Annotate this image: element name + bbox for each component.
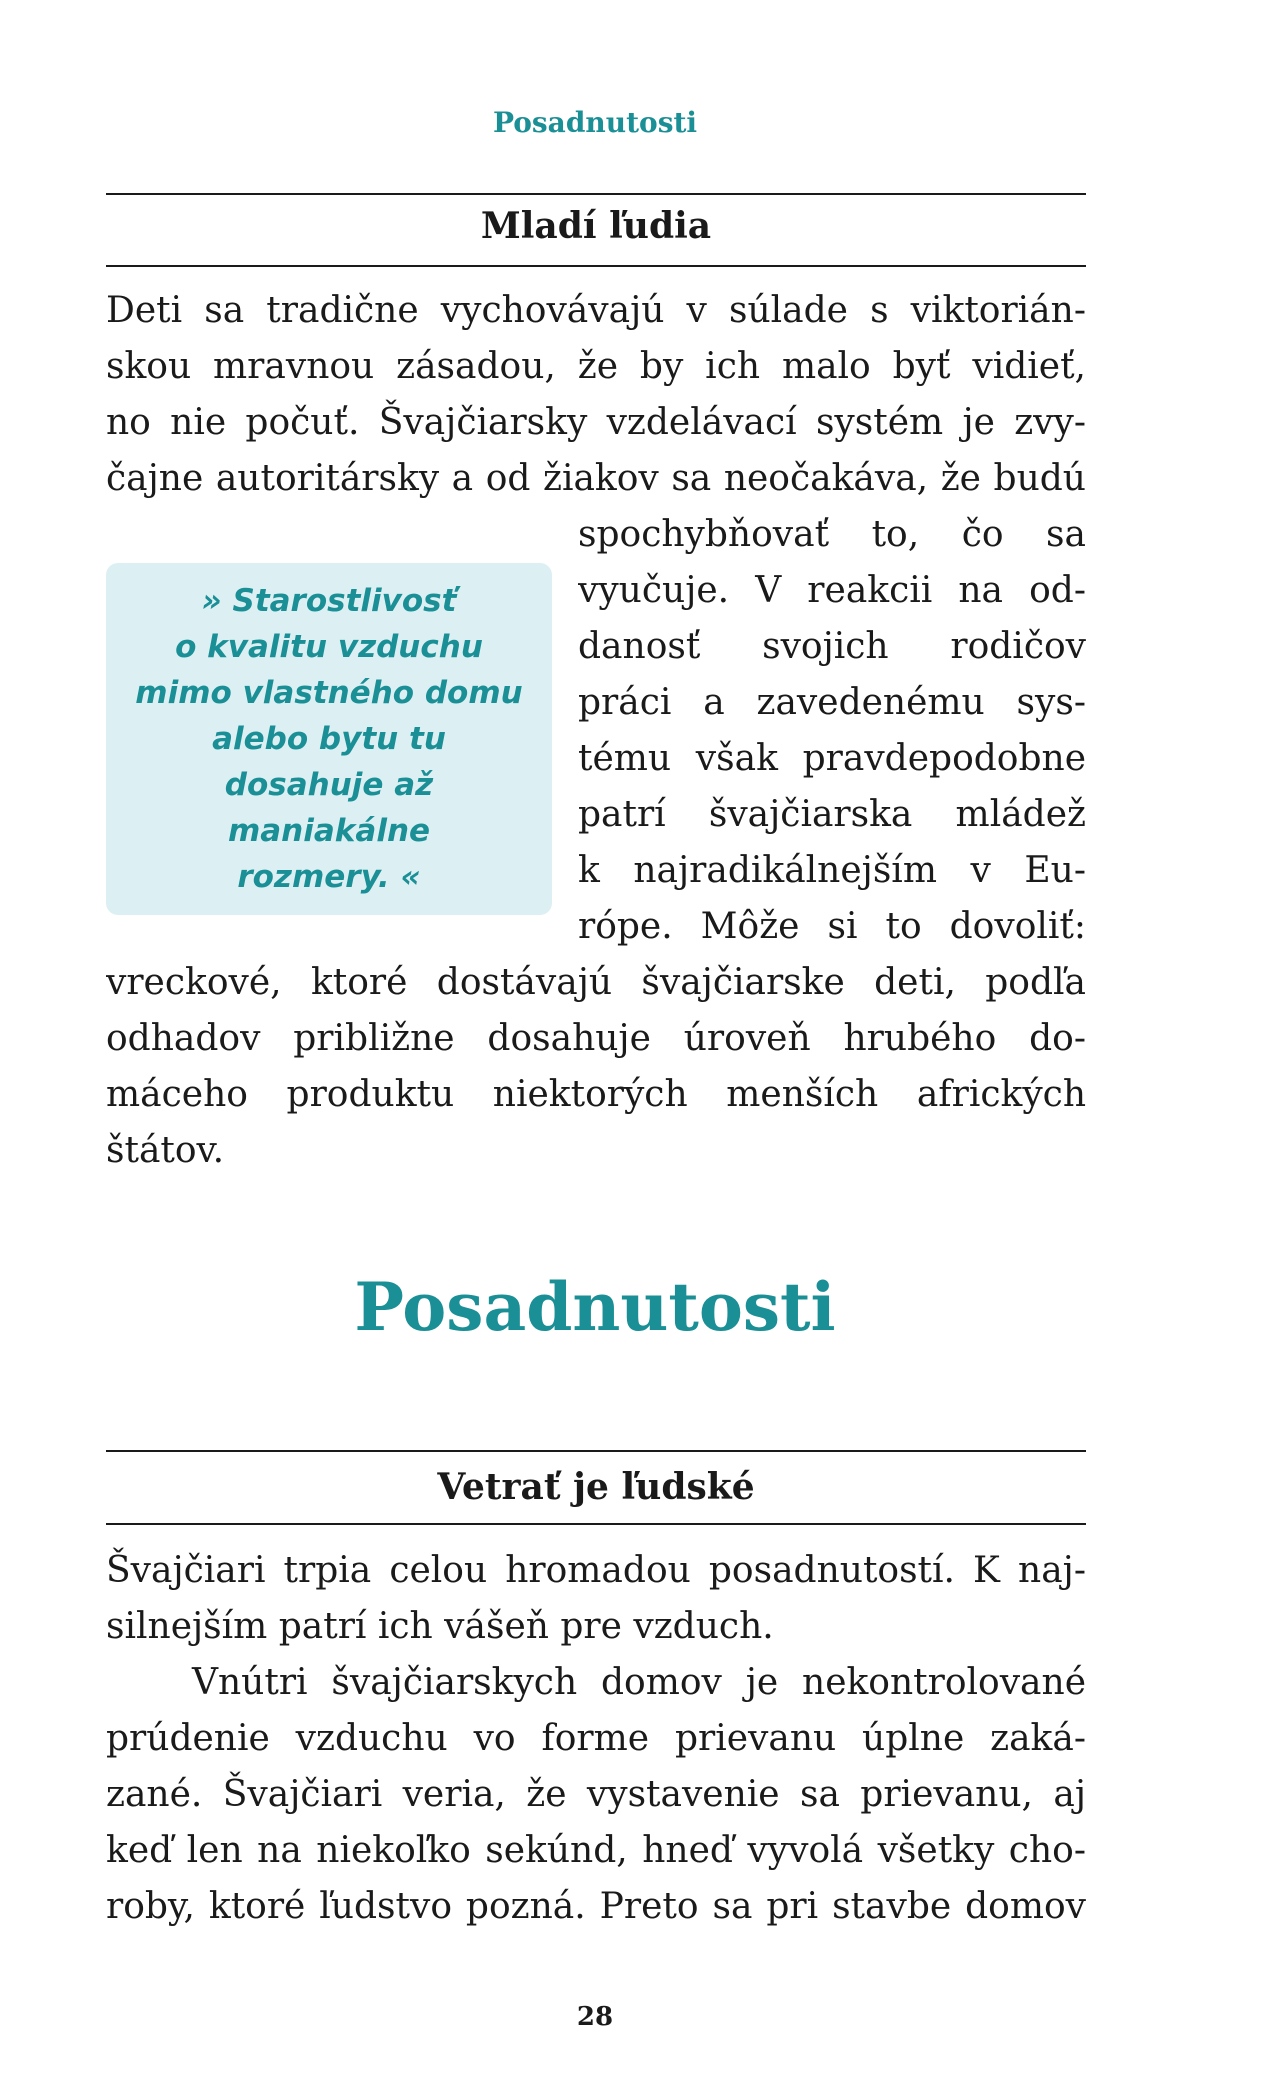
body-line: štátov. [106, 1130, 225, 1171]
body-line: patrí švajčiarska mládež [578, 794, 1086, 835]
body-line: Vnútri švajčiarskych domov je nekontrolované [192, 1662, 1086, 1703]
body-line: rópe. Môže si to dovoliť: [578, 906, 1086, 947]
body-line: tému však pravdepodobne [578, 738, 1086, 779]
page-number: 28 [576, 2002, 614, 2032]
pull-quote-line: alebo bytu tu [212, 721, 446, 757]
body-line: k najradikálnejším v Eu- [578, 850, 1086, 891]
body-line: vyučuje. V reakcii na od- [578, 570, 1086, 611]
body-line: zané. Švajčiari veria, že vystavenie sa prievanu, aj [106, 1774, 1086, 1815]
section-title: Posadnutosti [354, 1268, 836, 1346]
pull-quote-line: » Starostlivosť [201, 583, 457, 619]
body-line: čajne autoritársky a od žiakov sa neočakáva, že budú [106, 458, 1086, 499]
body-line: Deti sa tradične vychovávajú v súlade s viktorián- [106, 290, 1086, 331]
body-line: máceho produktu niektorých menších afrických [106, 1074, 1086, 1115]
box-title-rule [106, 1523, 1086, 1525]
body-line: roby, ktoré ľudstvo pozná. Preto sa pri stavbe domov [106, 1886, 1086, 1927]
box-title-young-people: Mladí ľudia [480, 205, 712, 247]
running-head: Posadnutosti [492, 106, 698, 139]
box-title-rule [106, 265, 1086, 267]
body-line: spochybňovať to, čo sa [578, 514, 1086, 555]
pull-quote-line: rozmery. « [237, 859, 421, 895]
body-line: danosť svojich rodičov [578, 626, 1086, 667]
body-line: odhadov približne dosahuje úroveň hrubého do- [106, 1018, 1086, 1059]
body-line: vreckové, ktoré dostávajú švajčiarske deti, podľa [106, 962, 1086, 1003]
box-title-airing: Vetrať je ľudské [437, 1466, 755, 1508]
body-line: keď len na niekoľko sekúnd, hneď vyvolá všetky cho- [106, 1830, 1086, 1871]
pull-quote-line: mimo vlastného domu [135, 675, 523, 711]
pull-quote-line: maniakálne [227, 813, 431, 849]
body-line: Švajčiari trpia celou hromadou posadnutostí. K naj- [106, 1550, 1086, 1591]
pull-quote-line: o kvalitu vzduchu [175, 629, 483, 665]
body-line: no nie počuť. Švajčiarsky vzdelávací systém je zvy- [106, 402, 1086, 443]
body-line: práci a zavedenému sys- [578, 682, 1086, 723]
body-line: skou mravnou zásadou, že by ich malo byť vidieť, [106, 346, 1086, 387]
pull-quote [106, 563, 552, 915]
box-top-rule [106, 193, 1086, 195]
body-line: prúdenie vzduchu vo forme prievanu úplne zaká- [106, 1718, 1086, 1759]
pull-quote-line: dosahuje až [224, 767, 434, 803]
box-top-rule [106, 1450, 1086, 1452]
body-line: silnejším patrí ich vášeň pre vzduch. [106, 1606, 774, 1647]
